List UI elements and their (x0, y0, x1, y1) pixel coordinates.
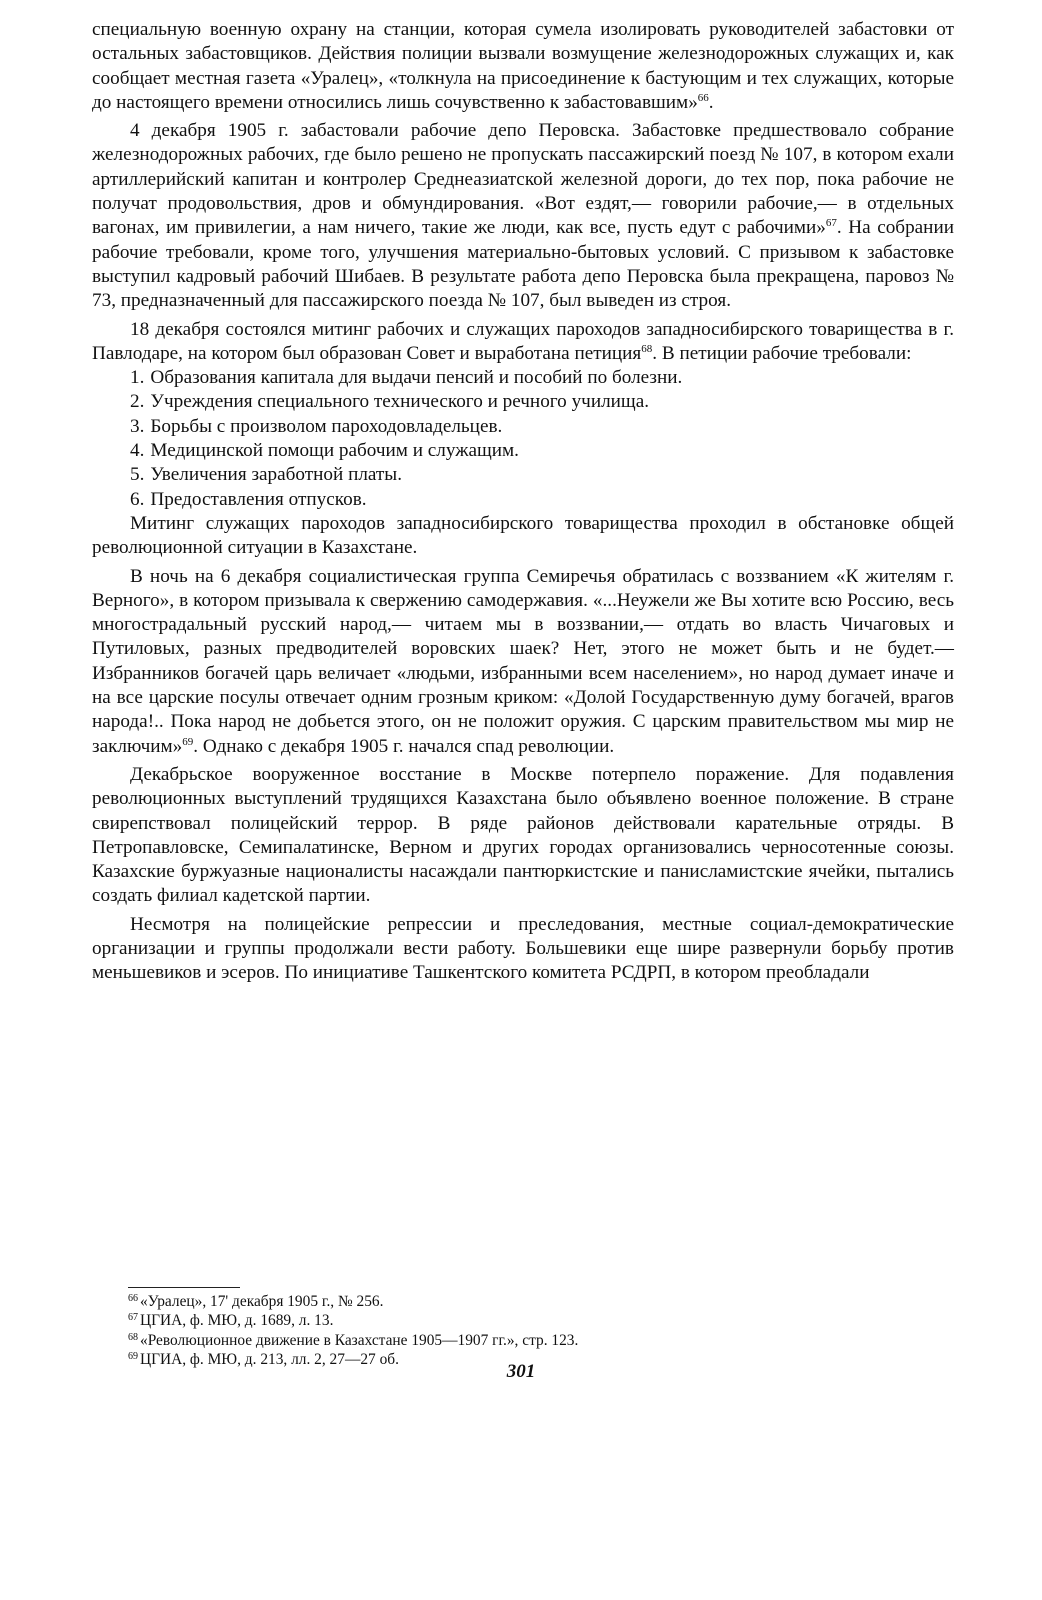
footnote-ref-67[interactable]: 67 (825, 217, 837, 230)
list-item (92, 390, 954, 414)
list-item (92, 415, 954, 439)
list-item (92, 488, 954, 512)
paragraph-2 (92, 119, 954, 313)
list-number: 2. (130, 391, 145, 413)
paragraph-text: Митинг служащих пароходов западносибирского товарищества проходил в обстановке общей революционной ситуации в Казахстане. (92, 512, 954, 559)
footnote-ref-69[interactable]: 69 (182, 735, 194, 748)
list-number: 5. (130, 464, 145, 486)
paragraph-text: 18 декабря состоялся митинг рабочих и служащих пароходов западносибирского товарищества в г. Павлодаре, на котором был образован Совет и выработана петиция (92, 318, 954, 364)
list-text: Образования капитала для выдачи пенсий и пособий по болезни. (150, 367, 683, 389)
list-number: 4. (130, 440, 145, 462)
footnote-67 (128, 1311, 928, 1330)
paragraph-text-end: . В петиции рабочие требовали: (652, 342, 912, 364)
list-number: 1. (130, 367, 145, 389)
footnote-66 (128, 1292, 928, 1311)
list-text: Учреждения специального технического и речного училища. (150, 391, 650, 413)
list-text: Борьбы с произволом пароходовладельцев. (150, 415, 503, 437)
paragraph-text: Декабрьское вооруженное восстание в Москве потерпело поражение. Для подавления революционных выступлений трудящихся Казахстана было объявлено военное положение. В стране свирепствовал полицейский террор. В ряде районов действовали карательные отряды. В Петропавловске, Семипалатинске, Верном и других городах организовались черносотенные союзы. Казахские буржуазные националисты насаждали пантюркистские и панисламистские ячейки, пытались создать филиал кадетской партии. (92, 763, 954, 907)
footnote-text: ЦГИА, ф. МЮ, д. 1689, л. 13. (140, 1312, 334, 1330)
footnote-divider (128, 1287, 240, 1288)
paragraph-text-end: . Однако с декабря 1905 г. начался спад революции. (193, 735, 615, 757)
paragraph-text: В ночь на 6 декабря социалистическая группа Семиречья обратилась с воззванием «К жителям г. Верного», в котором призывала к свержению самодержавия. «...Неужели же Вы хотите всю Россию, весь многострадальный русский народ,— читаем мы в воззвании,— отдать во власть Чичаговых и Путиловых, разных предводителей воровских шаек? Нет, этого не может быть и не будет.— Избранников богачей царь величает «людьми, избранными всем населением», но народ думает иначе и на все царские посулы отвечает одним грозным криком: «Долой Государственную думу богачей, врагов народа!.. Пока народ не добьется этого, он не положит оружия. С царским правительством мы мир не заключим» (92, 565, 954, 757)
paragraph-text-end: . На собрании рабочие требовали, кроме того, улучшения материально-бытовых условий. С призывом к забастовке выступил кадровый рабочий Шибаев. В результате работа депо Перовска была прекращена, паровоз № 73, предназначенный для пассажирского поезда № 107, был выведен из строя. (92, 217, 954, 312)
paragraph-text: 4 декабря 1905 г. забастовали рабочие депо Перовска. Забастовке предшествовало собрание железнодорожных рабочих, где было решено не пропускать пассажирский поезд № 107, в котором ехали артиллерийский капитан и контролер Среднеазиатской железной дороги, до тех пор, пока рабочие не получат продовольствия, дров и обмундирования. «Вот ездят,— говорили рабочие,— в отдельных вагонах, им привилегии, а нам ничего, такие же люди, как все, пусть едут с рабочими» (92, 120, 954, 239)
list-item (92, 439, 954, 463)
footnote-ref-66[interactable]: 66 (697, 91, 709, 104)
footnotes (128, 1292, 928, 1369)
list-text: Медицинской помощи рабочим и служащим. (150, 440, 519, 462)
footnote-text: ЦГИА, ф. МЮ, д. 213, лл. 2, 27—27 об. (140, 1350, 399, 1368)
paragraph-6 (92, 763, 954, 909)
list-item (92, 366, 954, 390)
footnote-68 (128, 1331, 928, 1350)
paragraph-5 (92, 565, 954, 759)
list-item (92, 463, 954, 487)
list-number: 6. (130, 488, 145, 510)
demands-list (92, 366, 954, 512)
footnote-number: 66 (128, 1293, 138, 1304)
list-text: Увеличения заработной платы. (150, 464, 402, 486)
paragraph-7 (92, 913, 954, 986)
footnote-number: 67 (128, 1312, 138, 1324)
paragraph-text: специальную военную охрану на станции, которая сумела изолировать руководителей забастовки от остальных забастовщиков. Действия полиции вызвали возмущение железнодорожных служащих и, как сообщает местная газета «Уралец», «толкнула на присоединение к бастующим и тех служащих, которые до настоящего времени относились лишь сочувственно к забастовавшим» (92, 19, 954, 113)
footnote-ref-68[interactable]: 68 (641, 342, 653, 355)
page-body (92, 18, 954, 986)
paragraph-4 (92, 512, 954, 561)
paragraph-1 (92, 18, 954, 115)
paragraph-text: Несмотря на полицейские репрессии и преследования, местные социал-демократические организации и группы продолжали вести работу. Большевики еще шире развернули борьбу против меньшевиков и эсеров. По инициативе Ташкентского комитета РСДРП, в котором преобладали (92, 913, 954, 984)
list-text: Предоставления отпусков. (150, 488, 367, 510)
footnote-number: 68 (128, 1331, 138, 1343)
footnote-text: «Уралец», 17' декабря 1905 г., № 256. (140, 1293, 384, 1310)
list-number: 3. (130, 415, 145, 437)
footnote-text: «Революционное движение в Казахстане 1905—1907 гг.», стр. 123. (140, 1331, 579, 1349)
page-number: 301 (506, 1361, 536, 1382)
paragraph-3 (92, 318, 954, 367)
footnote-number: 69 (128, 1350, 138, 1362)
paragraph-text-end: . (708, 91, 714, 113)
